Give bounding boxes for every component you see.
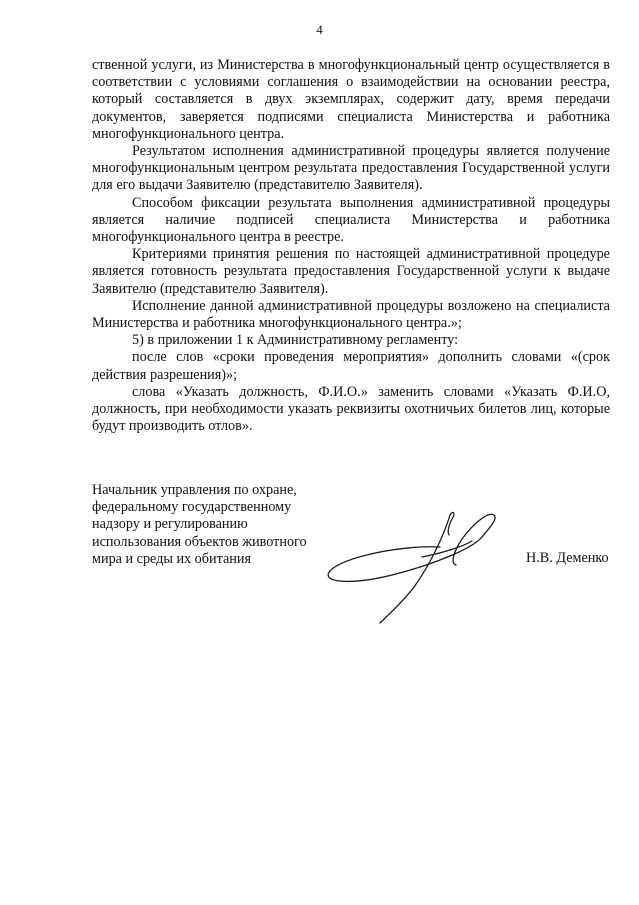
handwritten-signature-icon [322, 505, 512, 625]
signatory-title-line: федеральному государственному [92, 499, 292, 516]
signatory-title-line: надзору и регулированию [92, 516, 248, 533]
paragraph-1: ственной услуги, из Министерства в многофункциональный центр осуществляется в соответствии с условиями соглашения о взаимодействии на основании реестра, который составляется в двух экземплярах, содержит дату, время передачи документов, заверяется подписями специалиста Министерства и работника многофункционального центра. [92, 57, 610, 142]
paragraph-4: Критериями принятия решения по настоящей административной процедуре является готовность результата предоставления Государственной услуги к выдаче Заявителю (представителю Заявителя). [92, 246, 610, 297]
paragraph-6: 5) в приложении 1 к Административному регламенту: [132, 332, 459, 349]
signatory-title-line: использования объектов животного [92, 533, 307, 550]
signatory-title-line: мира и среды их обитания [92, 550, 251, 567]
page-number: 4 [316, 22, 323, 37]
paragraph-2: Результатом исполнения административной процедуры является получение многофункциональным центром результата предоставления Государственной услуги для его выдачи Заявителю (представителю Заявителя). [92, 143, 610, 194]
paragraph-5: Исполнение данной административной процедуры возложено на специалиста Министерства и работника многофункционального центра.»; [92, 297, 610, 332]
signatory-title-line: Начальник управления по охране, [92, 482, 297, 498]
signatory-name: Н.В. Деменко [526, 550, 609, 566]
signatory-title [92, 482, 332, 568]
paragraph-7: после слов «сроки проведения мероприятия» дополнить словами «(срок действия разрешения)»; [92, 349, 610, 383]
document-body [92, 57, 610, 435]
paragraph-3: Способом фиксации результата выполнения административной процедуры является наличие подписей специалиста Министерства и работника многофункционального центра в реестре. [92, 194, 610, 246]
paragraph-8: слова «Указать должность, Ф.И.О.» заменить словами «Указать Ф.И.О, должность, при необходимости указать реквизиты охотничьих билетов лиц, которые будут производить отлов». [92, 383, 610, 435]
